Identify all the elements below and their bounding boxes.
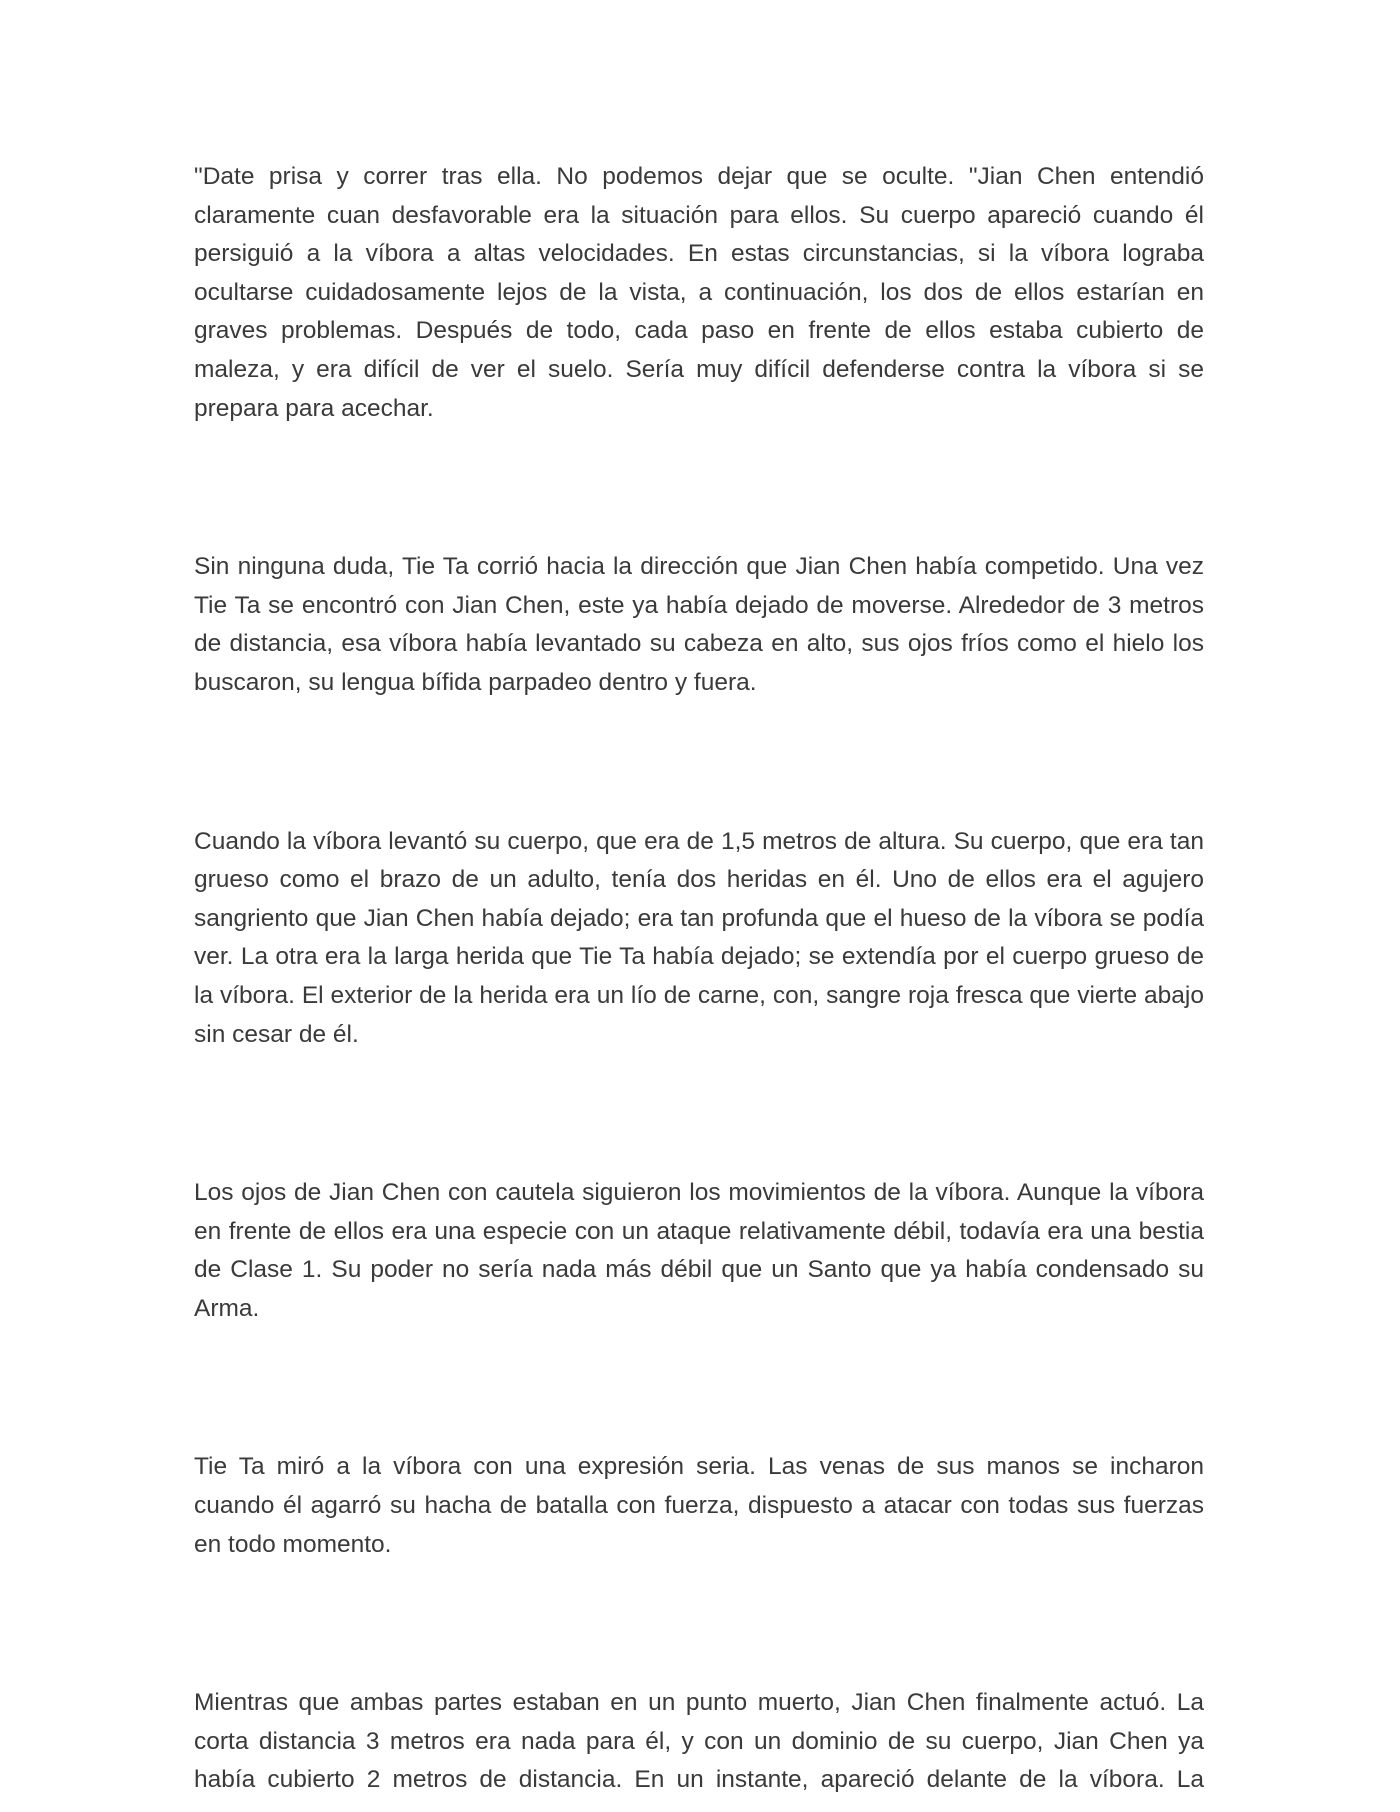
paragraph-1: "Date prisa y correr tras ella. No podemos dejar que se oculte. "Jian Chen entendió claramente cuan desfavorable era la situación para ellos. Su cuerpo apareció cuando él persiguió a la víbora a altas velocidades. En estas circunstancias, si la víbora lograba ocultarse cuidadosamente lejos de la vista, a continuación, los dos de ellos estarían en graves problemas. Después de todo, cada paso en frente de ellos estaba cubierto de maleza, y era difícil de ver el suelo. Sería muy difícil defenderse contra la víbora si se prepara para acechar.	[194, 163, 1204, 422]
paragraph-5: Tie Ta miró a la víbora con una expresión seria. Las venas de sus manos se incharon cuando él agarró su hacha de batalla con fuerza, dispuesto a atacar con todas sus fuerzas en todo momento.	[194, 1453, 1204, 1558]
paragraph-3: Cuando la víbora levantó su cuerpo, que era de 1,5 metros de altura. Su cuerpo, que era tan grueso como el brazo de un adulto, tenía dos heridas en él. Uno de ellos era el agujero sangriento que Jian Chen había dejado; era tan profunda que el hueso de la víbora se podía ver. La otra era la larga herida que Tie Ta había dejado; se extendía por el cuerpo grueso de la víbora. El exterior de la herida era un lío de carne, con, sangre roja fresca que vierte abajo sin cesar de él.	[194, 827, 1204, 1048]
document-body	[194, 158, 1204, 1800]
paragraph-2: Sin ninguna duda, Tie Ta corrió hacia la dirección que Jian Chen había competido. Una vez Tie Ta se encontró con Jian Chen, este ya había dejado de moverse. Alrededor de 3 metros de distancia, esa víbora había levantado su cabeza en alto, sus ojos fríos como el hielo los buscaron, su lengua bífida parpadeo dentro y fuera.	[194, 553, 1204, 696]
paragraph-4: Los ojos de Jian Chen con cautela siguieron los movimientos de la víbora. Aunque la víbora en frente de ellos era una especie con un ataque relativamente débil, todavía era una bestia de Clase 1. Su poder no sería nada más débil que un Santo que ya había condensado su Arma.	[194, 1179, 1204, 1322]
paragraph-6: Mientras que ambas partes estaban en un punto muerto, Jian Chen finalmente actuó. La corta distancia 3 metros era nada para él, y con un dominio de su cuerpo, Jian Chen ya había cubierto 2 metros de distancia. En un instante, apareció delante de la víbora. La	[194, 1689, 1204, 1794]
